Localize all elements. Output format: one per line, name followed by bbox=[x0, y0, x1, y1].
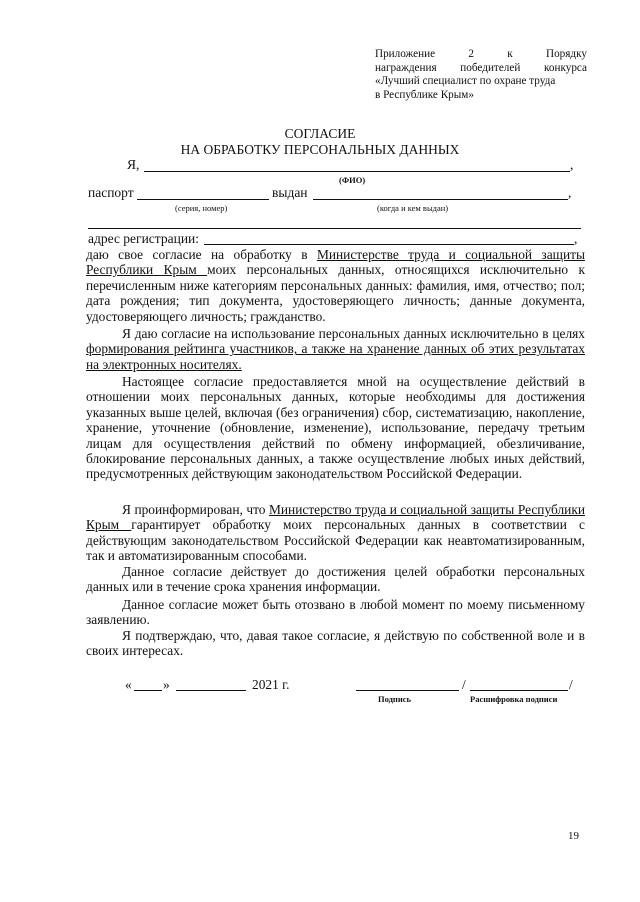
date-open-quote: « bbox=[125, 677, 132, 692]
issued-label: выдан bbox=[272, 185, 308, 200]
document-subtitle: НА ОБРАБОТКУ ПЕРСОНАЛЬНЫХ ДАННЫХ bbox=[180, 142, 460, 157]
address-field[interactable] bbox=[204, 244, 574, 245]
year-label: 2021 г. bbox=[252, 677, 290, 692]
date-close-quote: » bbox=[163, 677, 170, 692]
series-caption: (серия, номер) bbox=[175, 203, 228, 213]
passport-number-field[interactable] bbox=[137, 199, 269, 200]
signature-decode-field[interactable] bbox=[470, 690, 568, 691]
paragraph-purpose: Я даю согласие на использование персональных данных исключительно в целях формирования рейтинга участников, а также на хранение данных об этих результатах на электронных носителях. bbox=[86, 326, 585, 372]
fio-caption: (ФИО) bbox=[339, 175, 366, 185]
fio-field[interactable] bbox=[144, 171, 570, 172]
appendix-line: Приложение 2 к Порядку bbox=[375, 48, 587, 60]
signature-field[interactable] bbox=[356, 690, 459, 691]
comma: , bbox=[574, 231, 578, 246]
signature-caption: Подпись bbox=[378, 694, 411, 704]
comma: , bbox=[570, 157, 574, 172]
paragraph-guarantee: Я проинформирован, что Министерство труда и социальной защиты Республики Крым гарантирует обработку моих персональных данных в соответствии с действующим законодательством Российской Федерации как неавтоматизированным, так и автоматизированным способами. bbox=[86, 502, 585, 564]
paragraph-actions: Настоящее согласие предоставляется мной на осуществление действий в отношении моих персональных данных, которые необходимы для достижения указанных выше целей, включая (без ограничения) сбор, систематизацию, накопление, хранение, уточнение (обновление, изменение), использование, передачу третьим лицам для осуществления действий по обмену информацией, обезличивание, блокирование персональных данных, а также осуществление любых иных действий, предусмотренных действующим законодательством Российской Федерации. bbox=[86, 374, 585, 482]
issued-caption: (когда и кем выдан) bbox=[377, 203, 449, 213]
appendix-note bbox=[375, 48, 587, 102]
month-field[interactable] bbox=[176, 690, 246, 691]
passport-label: паспорт bbox=[88, 185, 134, 200]
slash: / bbox=[462, 677, 466, 692]
slash: / bbox=[569, 677, 573, 692]
address-continuation-field[interactable] bbox=[88, 228, 581, 229]
page-number: 19 bbox=[568, 830, 579, 842]
issued-by-field[interactable] bbox=[313, 199, 568, 200]
day-field[interactable] bbox=[134, 690, 162, 691]
paragraph-consent: даю свое согласие на обработку в Министерстве труда и социальной защиты Республики Крым моих персональных данных, относящихся исключительно к перечисленным ниже категориям персональных данных: фамилия, имя, отчество; пол; дата рождения; тип документа, удостоверяющего личность; данные документа, удостоверяющего личность; гражданство. bbox=[86, 247, 586, 324]
signature-decode-caption: Расшифровка подписи bbox=[470, 694, 558, 704]
comma: , bbox=[568, 185, 572, 200]
paragraph-confirmation: Я подтверждаю, что, давая такое согласие, я действую по собственной воле и в своих интересах. bbox=[86, 628, 585, 659]
paragraph-revocation: Данное согласие может быть отозвано в любой момент по моему письменному заявлению. bbox=[86, 597, 585, 628]
appendix-line: «Лучший специалист по охране труда bbox=[375, 75, 556, 87]
appendix-line: в Республике Крым» bbox=[375, 88, 474, 101]
i-label: Я, bbox=[127, 157, 140, 172]
address-label: адрес регистрации: bbox=[88, 231, 200, 246]
appendix-line: награждения победителей конкурса bbox=[375, 61, 587, 74]
paragraph-validity: Данное согласие действует до достижения целей обработки персональных данных или в течение срока хранения информации. bbox=[86, 564, 585, 595]
document-title: СОГЛАСИЕ bbox=[284, 126, 356, 141]
